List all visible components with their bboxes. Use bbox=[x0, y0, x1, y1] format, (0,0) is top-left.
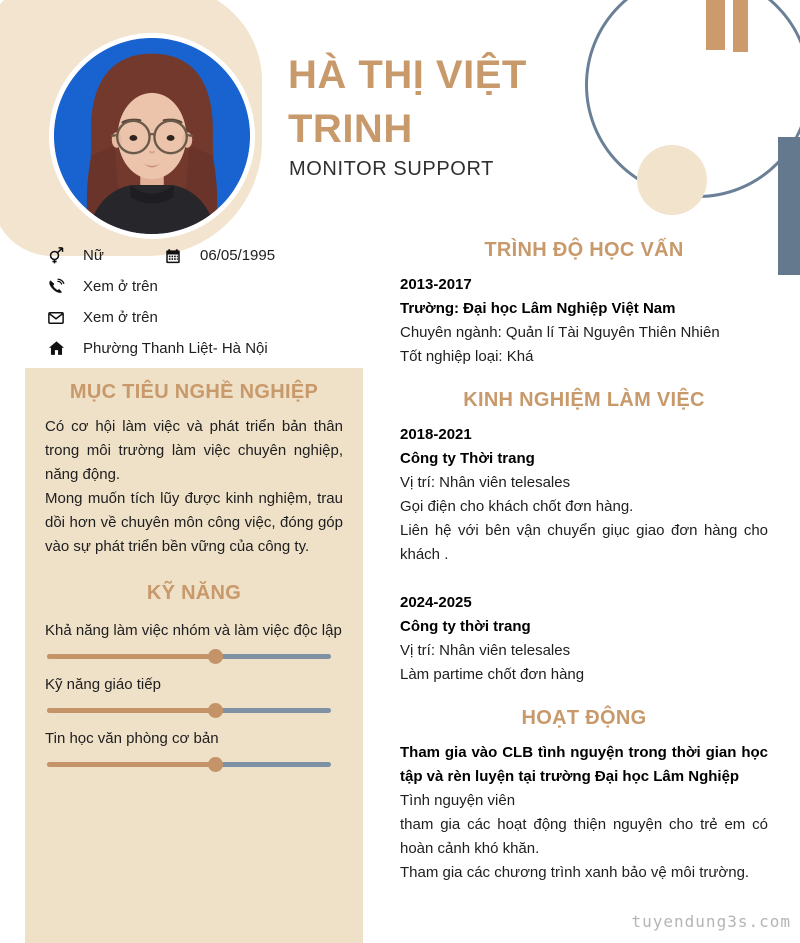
person-name-line2: TRINH bbox=[288, 107, 413, 151]
beige-circle-decoration bbox=[637, 145, 707, 215]
education-grade: Tốt nghiệp loại: Khá bbox=[400, 348, 534, 365]
education-school: Trường: Đại học Lâm Nghiệp Việt Nam bbox=[400, 300, 676, 317]
skill-label: Khả năng làm việc nhóm và làm việc độc lập bbox=[45, 622, 342, 639]
skill-item bbox=[45, 674, 343, 713]
experience-entry bbox=[400, 591, 768, 687]
portrait-illustration bbox=[54, 38, 250, 234]
email-icon bbox=[46, 308, 66, 328]
skill-slider[interactable] bbox=[47, 708, 331, 713]
activities-line: Tham gia các chương trình xanh bảo vệ môi trường. bbox=[400, 864, 750, 881]
dob-value: 06/05/1995 bbox=[200, 247, 276, 264]
watermark: tuyendung3s.com bbox=[631, 912, 791, 931]
contact-row-email bbox=[46, 302, 376, 333]
gender-icon bbox=[46, 246, 66, 266]
skill-slider-knob[interactable] bbox=[208, 649, 223, 664]
activities-line: Tình nguyện viên bbox=[400, 792, 516, 809]
education-heading: TRÌNH ĐỘ HỌC VẤN bbox=[484, 239, 684, 261]
experience-company: Công ty Thời trang bbox=[400, 450, 535, 467]
tan-bar-decoration bbox=[706, 0, 725, 50]
skill-label: Tin học văn phòng cơ bản bbox=[45, 730, 219, 747]
experience-heading: KINH NGHIỆM LÀM VIỆC bbox=[463, 389, 705, 411]
gender-value: Nữ bbox=[83, 247, 104, 264]
experience-line: Làm partime chốt đơn hàng bbox=[400, 666, 585, 683]
job-title: MONITOR SUPPORT bbox=[289, 158, 494, 180]
skill-item bbox=[45, 620, 343, 659]
activities-line: tham gia các hoạt động thiện nguyện cho trẻ em có hoàn cảnh khó khăn. bbox=[400, 816, 768, 857]
contact-row-address bbox=[46, 333, 376, 364]
education-major: Chuyên ngành: Quản lí Tài Nguyên Thiên Nhiên bbox=[400, 324, 720, 341]
activities-bold-line: Tham gia vào CLB tình nguyện trong thời gian học tập và rèn luyện tại trường Đại học Lâm Nghiệp bbox=[400, 744, 768, 785]
address-value: Phường Thanh Liệt- Hà Nội bbox=[83, 340, 268, 357]
entry-gap bbox=[400, 567, 768, 591]
skill-slider-knob[interactable] bbox=[208, 757, 223, 772]
profile-photo bbox=[49, 33, 255, 239]
education-period: 2013-2017 bbox=[400, 276, 472, 293]
experience-line: Gọi điện cho khách chốt đơn hàng. bbox=[400, 498, 634, 515]
skill-item bbox=[45, 728, 343, 767]
experience-period: 2024-2025 bbox=[400, 594, 472, 611]
person-name-line1: HÀ THỊ VIỆT bbox=[288, 53, 527, 97]
right-column bbox=[400, 238, 768, 885]
objective-paragraph: Mong muốn tích lũy được kinh nghiệm, trau dồi hơn về chuyên môn công việc, đóng góp vào sự phát triển bền vững của công ty. bbox=[45, 490, 343, 555]
skill-slider[interactable] bbox=[47, 654, 331, 659]
contact-row-phone bbox=[46, 271, 376, 302]
slate-edge-bar-decoration bbox=[778, 137, 800, 275]
contact-row-gender-dob bbox=[46, 240, 376, 271]
objective-paragraph: Có cơ hội làm việc và phát triển bản thân trong môi trường làm việc chuyên nghiệp, năng động. bbox=[45, 418, 343, 483]
objective-heading: MỤC TIÊU NGHỀ NGHIỆP bbox=[69, 381, 319, 403]
skill-slider-fill bbox=[47, 654, 215, 659]
skill-label: Kỹ năng giáo tiếp bbox=[45, 676, 161, 693]
phone-value: Xem ở trên bbox=[83, 278, 158, 295]
email-value: Xem ở trên bbox=[83, 309, 158, 326]
skill-slider-fill bbox=[47, 762, 215, 767]
calendar-icon bbox=[163, 246, 183, 266]
experience-entry bbox=[400, 423, 768, 567]
experience-period: 2018-2021 bbox=[400, 426, 472, 443]
experience-line: Vị trí: Nhân viên telesales bbox=[400, 642, 571, 659]
skills-heading: KỸ NĂNG bbox=[146, 582, 242, 604]
skill-slider-knob[interactable] bbox=[208, 703, 223, 718]
skill-slider-fill bbox=[47, 708, 215, 713]
phone-icon bbox=[46, 277, 66, 297]
left-panel bbox=[25, 368, 363, 943]
experience-line: Vị trí: Nhân viên telesales bbox=[400, 474, 571, 491]
tan-bar-decoration bbox=[733, 0, 748, 52]
experience-company: Công ty thời trang bbox=[400, 618, 531, 635]
home-icon bbox=[46, 339, 66, 359]
skill-slider[interactable] bbox=[47, 762, 331, 767]
contact-info bbox=[46, 240, 376, 364]
experience-line: Liên hệ với bên vận chuyển giục giao đơn hàng cho khách . bbox=[400, 522, 768, 563]
activities-heading: HOẠT ĐỘNG bbox=[521, 707, 647, 729]
person-name bbox=[288, 48, 618, 156]
